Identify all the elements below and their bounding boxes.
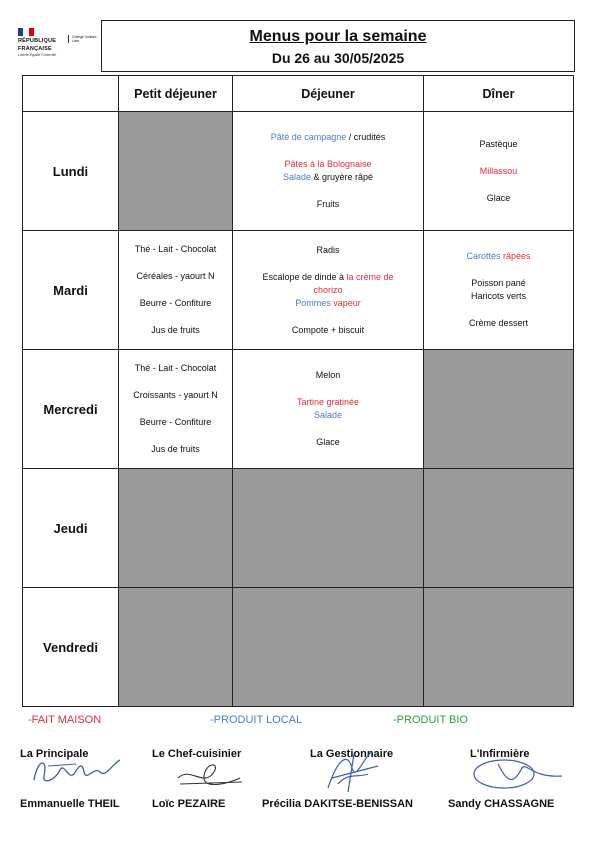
menu-line	[233, 284, 423, 297]
menu-item-text: Millassou	[479, 165, 518, 176]
signature-infirmiere	[468, 754, 568, 794]
menu-line	[424, 317, 573, 330]
day-name: Lundi	[23, 112, 119, 231]
breakfast-cell-empty	[119, 588, 233, 707]
breakfast-cell-empty	[119, 112, 233, 231]
dinner-cell-empty	[424, 469, 574, 588]
menu-item-text: Escalope de dinde à	[262, 271, 347, 282]
menu-item-text: Beurre - Confiture	[139, 298, 212, 308]
menu-item-text: Fruits	[316, 199, 340, 209]
menu-item-text: Pâtes à la Bolognaise	[284, 159, 372, 169]
col-lunch: Déjeuner	[233, 76, 424, 112]
menu-line	[424, 277, 573, 290]
line-spacer	[119, 429, 232, 443]
menu-item-text: râpées	[502, 251, 531, 261]
line-spacer	[119, 375, 232, 389]
day-row	[23, 588, 574, 707]
dinner-cell-empty	[424, 588, 574, 707]
line-spacer	[424, 178, 573, 192]
lunch-cell-empty	[233, 469, 424, 588]
line-spacer	[424, 263, 573, 277]
menu-line	[233, 436, 423, 449]
line-spacer	[233, 422, 423, 436]
day-name: Mardi	[23, 231, 119, 350]
menu-line	[119, 270, 232, 283]
corner-cell	[23, 76, 119, 112]
line-spacer	[119, 283, 232, 297]
menu-item-text: Salade	[282, 172, 311, 182]
menu-item-text: Céréales - yaourt N	[136, 271, 215, 281]
line-spacer	[233, 310, 423, 324]
menu-item-text: Beurre - Confiture	[139, 417, 212, 427]
col-dinner: Dîner	[424, 76, 574, 112]
page-title: Menus pour la semaine	[249, 28, 427, 45]
signature-title-infirmiere: L'Infirmière	[470, 748, 530, 760]
menu-item-text: Glace	[316, 437, 340, 447]
day-row	[23, 112, 574, 231]
menu-item-text: Poisson pané	[471, 278, 526, 288]
menu-line	[233, 198, 423, 211]
dinner-cell	[424, 112, 574, 231]
lunch-cell	[233, 112, 424, 231]
day-name: Vendredi	[23, 588, 119, 707]
menu-item-text: chorizo	[313, 284, 343, 295]
republique-francaise-logo	[18, 28, 98, 68]
lunch-cell	[233, 231, 424, 350]
menu-line	[424, 138, 573, 151]
logo-line2: FRANÇAISE	[18, 46, 52, 52]
menu-item-text: vapeur	[333, 297, 361, 308]
signature-principale	[28, 752, 128, 788]
line-spacer	[424, 151, 573, 165]
menu-item-text: Pommes	[295, 297, 334, 308]
lunch-cell	[233, 350, 424, 469]
breakfast-cell-empty	[119, 469, 233, 588]
signature-name-principale: Emmanuelle THEIL	[20, 798, 120, 810]
menu-line	[233, 131, 423, 144]
menu-item-text: & gruyère râpé	[310, 172, 374, 182]
menu-line	[424, 165, 573, 178]
line-spacer	[233, 184, 423, 198]
legend-produit-local: -PRODUIT LOCAL	[210, 714, 303, 726]
signature-name-gestionnaire: Précilia DAKITSE-BENISSAN	[262, 798, 413, 810]
menu-line	[424, 250, 573, 263]
legend-produit-bio: -PRODUIT BIO	[393, 714, 468, 726]
menu-item-text: Jus de fruits	[151, 325, 200, 335]
menu-line	[233, 271, 423, 284]
menu-line	[233, 171, 423, 184]
menu-table	[22, 75, 574, 707]
menu-line	[119, 243, 232, 256]
line-spacer	[424, 303, 573, 317]
menu-item-text: Glace	[486, 192, 511, 203]
menu-item-text: Carottes	[466, 251, 503, 261]
lunch-cell-empty	[233, 588, 424, 707]
menu-line	[119, 389, 232, 402]
menu-line	[119, 416, 232, 429]
menu-item-text: Melon	[315, 370, 341, 380]
menu-item-text: Pastèque	[479, 138, 518, 149]
menu-line	[119, 324, 232, 337]
day-row	[23, 231, 574, 350]
line-spacer	[119, 402, 232, 416]
menu-line	[233, 369, 423, 382]
signature-name-infirmiere: Sandy CHASSAGNE	[448, 798, 555, 810]
header-row	[23, 76, 574, 112]
menu-line	[119, 362, 232, 375]
logo-line1: RÉPUBLIQUE	[18, 38, 57, 44]
menu-item-text: Croissants - yaourt N	[133, 390, 218, 400]
line-spacer	[233, 382, 423, 396]
day-name: Jeudi	[23, 469, 119, 588]
menu-item-text: Compote + biscuit	[291, 324, 365, 335]
breakfast-cell	[119, 350, 233, 469]
line-spacer	[233, 144, 423, 158]
menu-line	[233, 244, 423, 257]
title-box	[101, 20, 575, 72]
menu-line	[233, 158, 423, 171]
menu-item-text: la crème de	[346, 271, 394, 282]
menu-item-text: Thé - Lait - Chocolat	[134, 244, 217, 254]
menu-item-text: Haricots verts	[470, 291, 526, 301]
menu-item-text: Thé - Lait - Chocolat	[134, 363, 217, 373]
signature-title-principale: La Principale	[20, 748, 89, 760]
logo-motto: Liberté Égalité Fraternité	[18, 53, 57, 57]
signatures-block	[0, 748, 595, 818]
menu-item-text: / crudités	[346, 132, 386, 142]
signature-title-chef: Le Chef-cuisinier	[152, 748, 242, 760]
menu-line	[119, 297, 232, 310]
day-name: Mercredi	[23, 350, 119, 469]
signature-name-chef: Loïc PEZAIRE	[152, 798, 226, 810]
signature-chef	[170, 758, 250, 794]
school-name: Collège Voltaire Lisle	[68, 35, 98, 43]
line-spacer	[119, 256, 232, 270]
col-breakfast: Petit déjeuner	[119, 76, 233, 112]
menu-line	[424, 192, 573, 205]
legend-fait-maison: -FAIT MAISON	[28, 714, 102, 726]
menu-line	[233, 409, 423, 422]
breakfast-cell	[119, 231, 233, 350]
signature-gestionnaire	[318, 748, 388, 794]
menu-line	[233, 396, 423, 409]
menu-item-text: Radis	[316, 244, 340, 255]
line-spacer	[233, 257, 423, 271]
menu-item-text: Tartine gratinée	[296, 397, 360, 407]
french-flag-icon	[18, 28, 34, 36]
page-subtitle: Du 26 au 30/05/2025	[271, 50, 405, 66]
menu-line	[424, 290, 573, 303]
menu-line	[233, 324, 423, 337]
menu-item-text: Salade	[313, 410, 343, 420]
day-row	[23, 350, 574, 469]
dinner-cell-empty	[424, 350, 574, 469]
menu-item-text: Crème dessert	[468, 318, 529, 328]
dinner-cell	[424, 231, 574, 350]
signature-title-gestionnaire: La Gestionnaire	[310, 748, 394, 760]
menu-line	[233, 297, 423, 310]
menu-item-text: Jus de fruits	[151, 444, 200, 454]
day-row	[23, 469, 574, 588]
line-spacer	[119, 310, 232, 324]
menu-item-text: Pâté de campagne	[270, 132, 347, 142]
menu-line	[119, 443, 232, 456]
